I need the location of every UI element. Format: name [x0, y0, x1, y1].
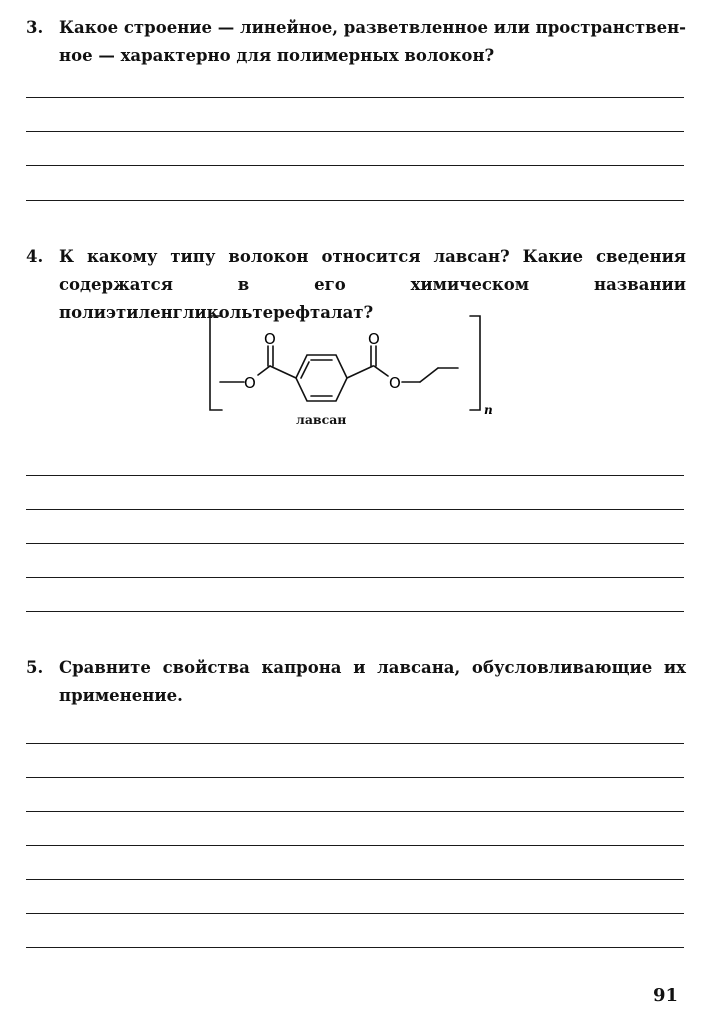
question-5-text: Сравните свойства капрона и лавсана, обусловливающие их применение. [59, 658, 686, 705]
answer-line[interactable] [26, 475, 684, 476]
question-3 [26, 14, 686, 70]
bond [347, 366, 373, 378]
bond [420, 368, 438, 382]
question-3-number: 3. [26, 18, 44, 37]
answer-line[interactable] [26, 743, 684, 744]
bond [374, 366, 388, 376]
oxygen-atom-right: O [389, 374, 401, 392]
answer-line[interactable] [26, 611, 684, 612]
bond [270, 366, 296, 378]
oxygen-atom-left: O [244, 374, 256, 392]
question-4-number: 4. [26, 247, 44, 266]
oxygen-atom-carbonyl-right: O [368, 330, 380, 348]
answer-line[interactable] [26, 131, 684, 132]
left-bracket [210, 316, 222, 410]
answer-line[interactable] [26, 97, 684, 98]
answer-line[interactable] [26, 845, 684, 846]
bond [258, 366, 270, 375]
answer-line[interactable] [26, 811, 684, 812]
question-5-number: 5. [26, 658, 44, 677]
answer-line[interactable] [26, 913, 684, 914]
question-5 [26, 654, 686, 710]
answer-line[interactable] [26, 577, 684, 578]
benzene-ring [296, 355, 347, 401]
answer-line[interactable] [26, 200, 684, 201]
answer-line[interactable] [26, 777, 684, 778]
lavsan-structural-formula [208, 310, 498, 425]
question-3-text: Какое строение — линейное, разветвленное или пространственное — характерно для полимерных волокон? [59, 18, 686, 65]
answer-line[interactable] [26, 543, 684, 544]
answer-line[interactable] [26, 509, 684, 510]
repeat-subscript-n: n [484, 403, 493, 417]
answer-line[interactable] [26, 947, 684, 948]
right-bracket [470, 316, 480, 410]
formula-caption: лавсан [296, 412, 347, 427]
oxygen-atom-carbonyl-left: O [264, 330, 276, 348]
question-4-text: К какому типу волокон относится лавсан? Какие сведения содержатся в его химическом названии полиэтиленгликольтерефталат? [59, 247, 686, 322]
answer-line[interactable] [26, 879, 684, 880]
answer-line[interactable] [26, 165, 684, 166]
page-number: 91 [652, 985, 678, 1006]
